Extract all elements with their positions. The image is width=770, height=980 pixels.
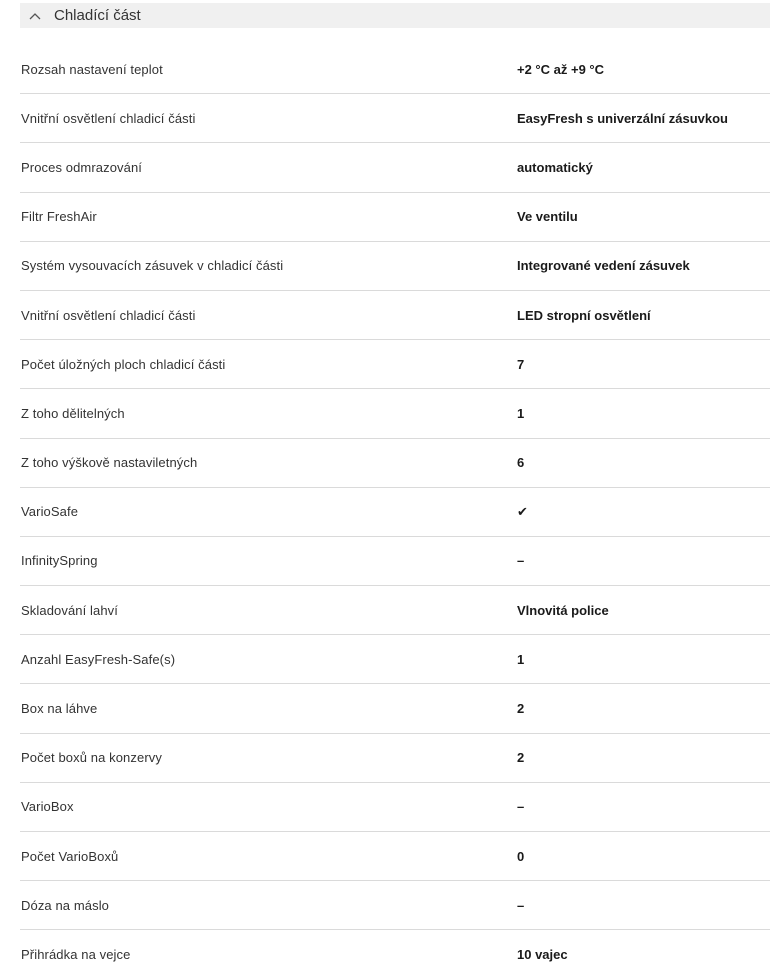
spec-value: Integrované vedení zásuvek [517, 258, 690, 274]
spec-label: InfinitySpring [21, 553, 98, 569]
checkmark-icon: ✔ [517, 503, 528, 519]
spec-row [20, 242, 770, 291]
dash-icon: – [517, 553, 525, 569]
spec-row [20, 94, 770, 143]
spec-value: 1 [517, 405, 525, 421]
chevron-up-icon[interactable] [20, 3, 50, 28]
section-title: Chladící část [54, 7, 141, 24]
spec-row [20, 635, 770, 684]
spec-label: Systém vysouvacích zásuvek v chladicí části [21, 258, 284, 274]
spec-label: Vnitřní osvětlení chladicí části [21, 110, 196, 126]
spec-label: Z toho dělitelných [21, 405, 125, 421]
spec-value: 2 [517, 701, 525, 717]
spec-row [20, 881, 770, 930]
spec-value: Ve ventilu [517, 209, 578, 225]
spec-row [20, 439, 770, 488]
spec-row [20, 832, 770, 881]
spec-label: Z toho výškově nastaviletných [21, 455, 198, 471]
spec-row [20, 684, 770, 733]
spec-label: VarioSafe [21, 504, 79, 520]
spec-label: VarioBox [21, 799, 74, 815]
spec-label: Přihrádka na vejce [21, 947, 131, 963]
spec-label: Box na láhve [21, 701, 98, 717]
spec-row [20, 291, 770, 340]
spec-row [20, 783, 770, 832]
spec-label: Počet boxů na konzervy [21, 750, 162, 766]
spec-row [20, 930, 770, 979]
spec-row [20, 143, 770, 192]
spec-value: 10 vajec [517, 947, 568, 963]
spec-value: 1 [517, 651, 525, 667]
spec-row [20, 586, 770, 635]
section-header-toggle[interactable] [20, 3, 770, 28]
spec-value: Vlnovitá police [517, 602, 609, 618]
dash-icon: – [517, 897, 525, 913]
spec-value: LED stropní osvětlení [517, 307, 651, 323]
spec-label: Vnitřní osvětlení chladicí části [21, 307, 196, 323]
spec-table [20, 45, 770, 980]
spec-row [20, 488, 770, 537]
spec-row [20, 389, 770, 438]
spec-row [20, 45, 770, 94]
spec-label: Anzahl EasyFresh-Safe(s) [21, 651, 176, 667]
spec-value: 6 [517, 455, 525, 471]
spec-value: automatický [517, 159, 593, 175]
spec-label: Rozsah nastavení teplot [21, 61, 163, 77]
spec-value: EasyFresh s univerzální zásuvkou [517, 110, 728, 126]
spec-value: 0 [517, 848, 525, 864]
spec-value: 7 [517, 356, 525, 372]
spec-label: Počet úložných ploch chladicí části [21, 356, 226, 372]
spec-row [20, 537, 770, 586]
dash-icon: – [517, 799, 525, 815]
spec-row [20, 193, 770, 242]
spec-value: 2 [517, 750, 525, 766]
spec-row [20, 734, 770, 783]
spec-label: Proces odmrazování [21, 159, 143, 175]
spec-row [20, 340, 770, 389]
spec-value: +2 °C až +9 °C [517, 61, 604, 77]
spec-label: Počet VarioBoxů [21, 848, 119, 864]
spec-label: Filtr FreshAir [21, 209, 97, 225]
spec-label: Dóza na máslo [21, 897, 110, 913]
spec-label: Skladování lahví [21, 602, 118, 618]
